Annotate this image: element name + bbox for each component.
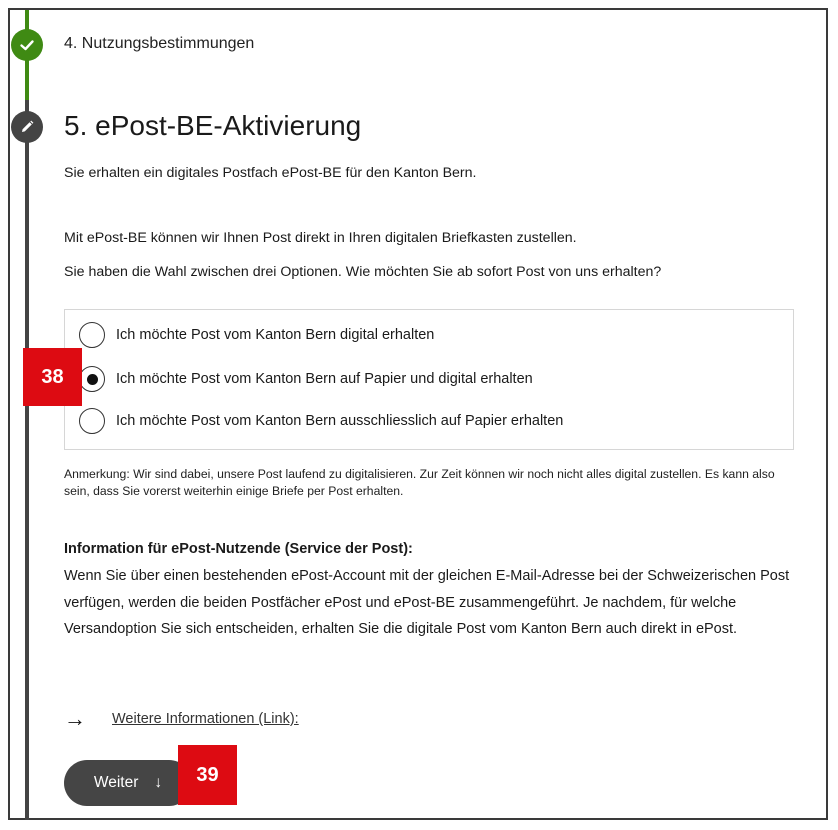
weiter-button-label: Weiter bbox=[93, 774, 139, 791]
option-paper-and-digital[interactable] bbox=[79, 366, 533, 392]
more-info-row bbox=[64, 706, 299, 732]
info-body: Wenn Sie über einen bestehenden ePost-Account mit der gleichen E-Mail-Adresse bei der Schweizerischen Post verfügen, werden die beiden Postfächer ePost und ePost-BE zusammengeführt. Je nachdem, für welche Versandoption Sie sich entscheiden, erhalten Sie die digitale Post vom Kanton Bern auch direkt in ePost. bbox=[64, 568, 790, 637]
note-text: Anmerkung: Wir sind dabei, unsere Post laufend zu digitalisieren. Zur Zeit können wir noch nicht alles digital zustellen. Es kann also sein, dass Sie vorerst weiterhin einige Briefe per Post erhalten. bbox=[64, 467, 775, 498]
step-5-title: 5. ePost-BE-Aktivierung bbox=[64, 110, 362, 141]
radio-paper-and-digital[interactable] bbox=[79, 366, 105, 392]
intro-text-2: Mit ePost-BE können wir Ihnen Post direkt in Ihren digitalen Briefkasten zustellen. bbox=[64, 230, 577, 246]
option-digital[interactable] bbox=[79, 322, 434, 348]
option-digital-label: Ich möchte Post vom Kanton Bern digital erhalten bbox=[116, 327, 435, 343]
option-paper-only-label: Ich möchte Post vom Kanton Bern ausschliesslich auf Papier erhalten bbox=[116, 413, 564, 429]
weiter-button[interactable] bbox=[64, 760, 192, 806]
step-4-title[interactable]: 4. Nutzungsbestimmungen bbox=[64, 35, 255, 52]
annotation-badge-39: 39 bbox=[178, 745, 237, 805]
arrow-right-icon: → bbox=[64, 706, 86, 731]
radio-digital[interactable] bbox=[79, 322, 105, 348]
step-edit-pencil-icon bbox=[11, 111, 43, 143]
more-info-link[interactable]: Weitere Informationen (Link): bbox=[112, 711, 299, 727]
intro-text-1: Sie erhalten ein digitales Postfach ePost-BE für den Kanton Bern. bbox=[64, 165, 477, 181]
step-completed-check-icon bbox=[11, 29, 43, 61]
radio-paper-only[interactable] bbox=[79, 408, 105, 434]
arrow-down-icon: ↓ bbox=[154, 774, 163, 791]
option-paper-only[interactable] bbox=[79, 408, 563, 434]
info-heading: Information für ePost-Nutzende (Service der Post): bbox=[64, 541, 413, 557]
annotation-badge-38: 38 bbox=[23, 348, 82, 406]
delivery-options-group bbox=[64, 309, 794, 450]
progress-line-current bbox=[25, 100, 29, 820]
option-paper-and-digital-label: Ich möchte Post vom Kanton Bern auf Papier und digital erhalten bbox=[116, 371, 533, 387]
intro-question: Sie haben die Wahl zwischen drei Optionen. Wie möchten Sie ab sofort Post von uns erhalten? bbox=[64, 264, 662, 280]
